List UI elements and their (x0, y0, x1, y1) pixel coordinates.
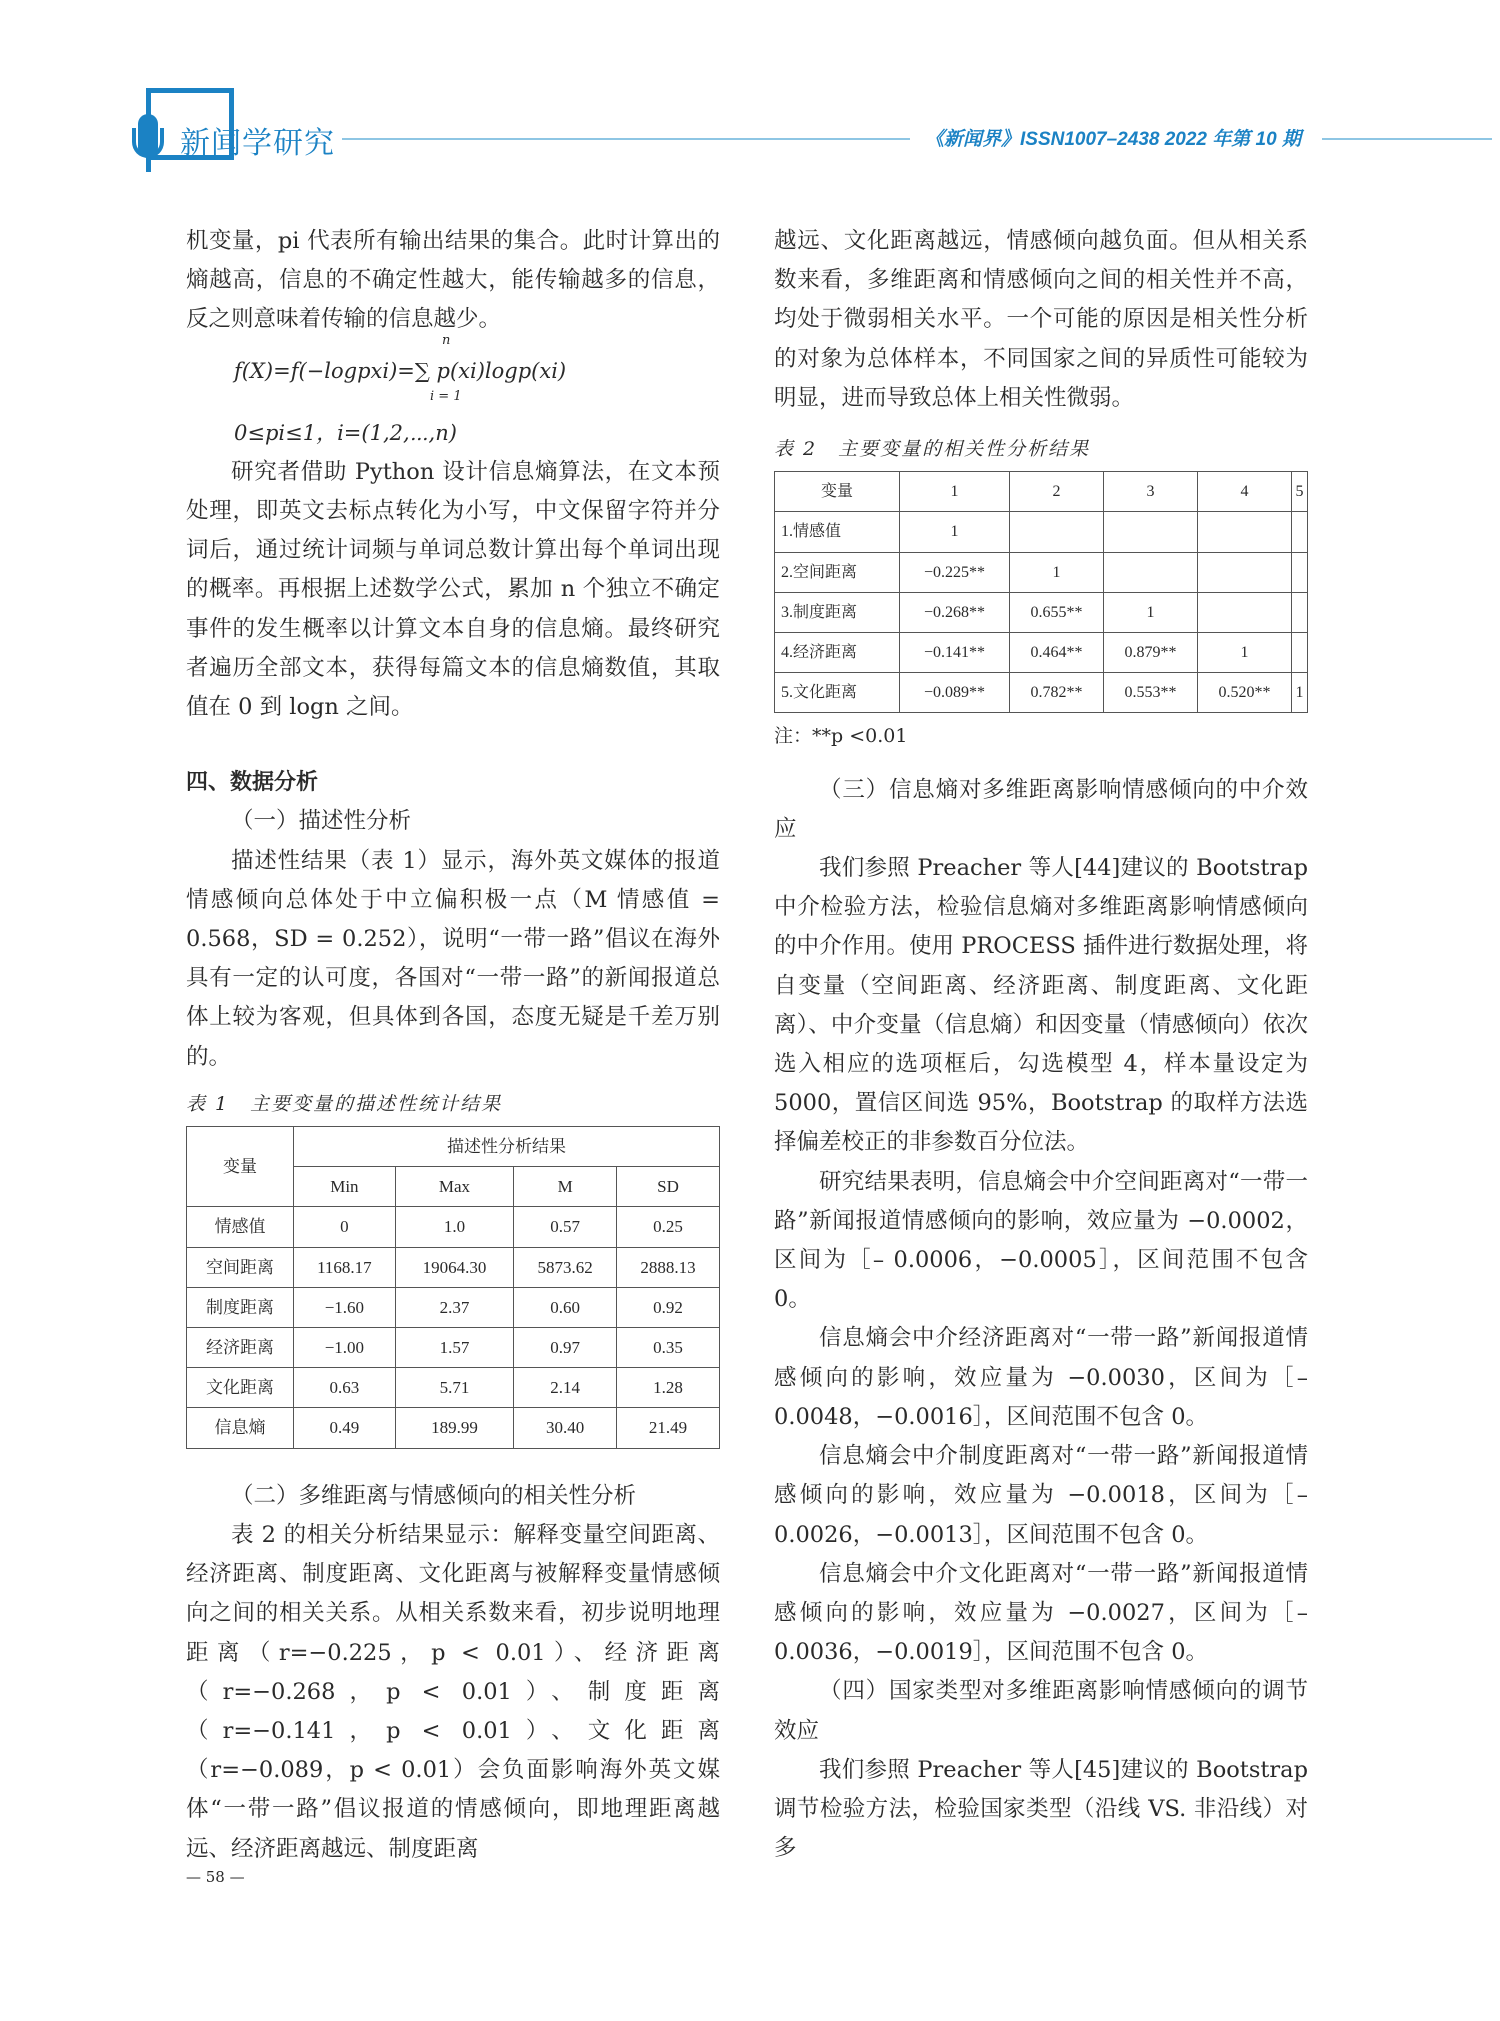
section-heading: 四、数据分析 (186, 770, 319, 796)
entropy-formula: n f(X)=f(−logpxi)=∑ p(xi)logp(xi) i = 1 (234, 332, 567, 404)
table-header-row: 变量 1 2 3 4 5 (775, 472, 1308, 512)
paragraph: 越远、文化距离越远，情感倾向越负面。但从相关系数来看，多维距离和情感倾向之间的相关性并不高，均处于微弱相关水平。一个可能的原因是相关性分析的对象为总体样本，不同国家之间的异质性可能较为明显，进而导致总体上相关性微弱。 (774, 228, 1308, 411)
left-column (186, 222, 720, 1869)
table-row: 3.制度距离 −0.268** 0.655** 1 (775, 592, 1308, 632)
paragraph: 表 2 的相关分析结果显示：解释变量空间距离、经济距离、制度距离、文化距离与被解释变量情感倾向之间的相关关系。从相关系数来看，初步说明地理距离（r=−0.225，p < 0.01）、经济距离（r=−0.268，p < 0.01）、制度距离（r=−0.141，p < 0.01）、文化距离（r=−0.089，p < 0.01）会负面影响海外英文媒体“一带一路”倡议报道的情感倾向，即地理距离越远、经济距离越远、制度距离 (186, 1521, 720, 1862)
table-row: 5.文化距离 −0.089** 0.782** 0.553** 0.520** 1 (775, 673, 1308, 713)
table-row: 空间距离 1168.17 19064.30 5873.62 2888.13 (187, 1247, 720, 1287)
table-row: 文化距离 0.63 5.71 2.14 1.28 (187, 1368, 720, 1408)
table1-col-header: SD (617, 1167, 720, 1207)
subsection-heading: （四）国家类型对多维距离影响情感倾向的调节效应 (774, 1678, 1308, 1744)
table1-header-var: 变量 (187, 1127, 294, 1207)
paragraph: 研究者借助 Python 设计信息熵算法，在文本预处理，即英文去标点转化为小写，中文保留字符并分词后，通过统计词频与单词总数计算出每个单词出现的概率。再根据上述数学公式，累加 n 个独立不确定事件的发生概率以计算文本自身的信息熵。最终研究者遍历全部文本，获得每篇文本的信息熵数值，其取值在 0 到 logn 之间。 (186, 458, 720, 721)
page-header (0, 0, 1500, 200)
subsection-heading: （二）多维距离与情感倾向的相关性分析 (231, 1482, 637, 1509)
header-rule-left (342, 138, 910, 140)
page-number: — 58 — (186, 1868, 245, 1886)
table1 (186, 1126, 720, 1449)
table-row: 2.空间距离 −0.225** 1 (775, 552, 1308, 592)
paragraph: 描述性结果（表 1）显示，海外英文媒体的报道情感倾向总体处于中立偏积极一点（M 情感值 = 0.568，SD = 0.252），说明“一带一路”倡议在海外具有一定的认可度，各国对“一带一路”的新闻报道总体上较为客观，但具体到各国，态度无疑是千差万别的。 (186, 847, 720, 1070)
table1-col-header: M (514, 1167, 617, 1207)
constraint-formula: 0≤pi≤1，i=(1,2,⋯,n) (234, 420, 457, 445)
table1-col-header: Max (395, 1167, 513, 1207)
table2-note: 注：**p <0.01 (774, 725, 908, 748)
table-row: 情感值 0 1.0 0.57 0.25 (187, 1207, 720, 1247)
header-rule-right (1322, 138, 1492, 140)
table-row: 信息熵 0.49 189.99 30.40 21.49 (187, 1408, 720, 1448)
paragraph: 机变量，pi 代表所有输出结果的集合。此时计算出的熵越高，信息的不确定性越大，能传输越多的信息，反之则意味着传输的信息越少。 (186, 228, 720, 333)
paragraph: 信息熵会中介文化距离对“一带一路”新闻报道情感倾向的影响，效应量为 −0.0027，区间为［– 0.0036，−0.0019］，区间范围不包含 0。 (774, 1560, 1308, 1666)
paragraph: 信息熵会中介经济距离对“一带一路”新闻报道情感倾向的影响，效应量为 −0.0030，区间为［– 0.0048，−0.0016］，区间范围不包含 0。 (774, 1325, 1308, 1430)
paragraph: 我们参照 Preacher 等人[45]建议的 Bootstrap 调节检验方法，检验国家类型（沿线 VS. 非沿线）对多 (774, 1756, 1308, 1862)
table2-caption: 表 2 主要变量的相关性分析结果 (774, 438, 1091, 461)
subsection-heading: （一）描述性分析 (231, 808, 412, 835)
table-row: 4.经济距离 −0.141** 0.464** 0.879** 1 (775, 633, 1308, 673)
paragraph: 研究结果表明，信息熵会中介空间距离对“一带一路”新闻报道情感倾向的影响，效应量为 −0.0002，区间为［– 0.0006，−0.0005］，区间范围不包含 0。 (774, 1168, 1308, 1313)
subsection-heading: （三）信息熵对多维距离影响情感倾向的中介效应 (774, 776, 1308, 842)
table1-header-group: 描述性分析结果 (294, 1127, 720, 1167)
section-name: 新闻学研究 (180, 126, 335, 161)
table-row: 1.情感值 1 (775, 512, 1308, 552)
table1-col-header: Min (294, 1167, 396, 1207)
table-row: 制度距离 −1.60 2.37 0.60 0.92 (187, 1287, 720, 1327)
table1-caption: 表 1 主要变量的描述性统计结果 (186, 1092, 503, 1115)
table-row: 经济距离 −1.00 1.57 0.97 0.35 (187, 1328, 720, 1368)
paragraph: 我们参照 Preacher 等人[44]建议的 Bootstrap 中介检验方法，检验信息熵对多维距离影响情感倾向的中介作用。使用 PROCESS 插件进行数据处理，将自变量（空间距离、经济距离、制度距离、文化距离）、中介变量（信息熵）和因变量（情感倾向）依次选入相应的选项框后，勾选模型 4，样本量设定为 5000，置信区间选 95%，Bootstrap 的取样方法选择偏差校正的非参数百分位法。 (774, 855, 1308, 1156)
journal-info: 《新闻界》ISSN1007–2438 2022 年第 10 期 (925, 129, 1301, 150)
table2 (774, 471, 1308, 713)
right-column (774, 222, 1308, 1868)
paragraph: 信息熵会中介制度距离对“一带一路”新闻报道情感倾向的影响，效应量为 −0.0018，区间为［– 0.0026，−0.0013］，区间范围不包含 0。 (774, 1443, 1308, 1548)
